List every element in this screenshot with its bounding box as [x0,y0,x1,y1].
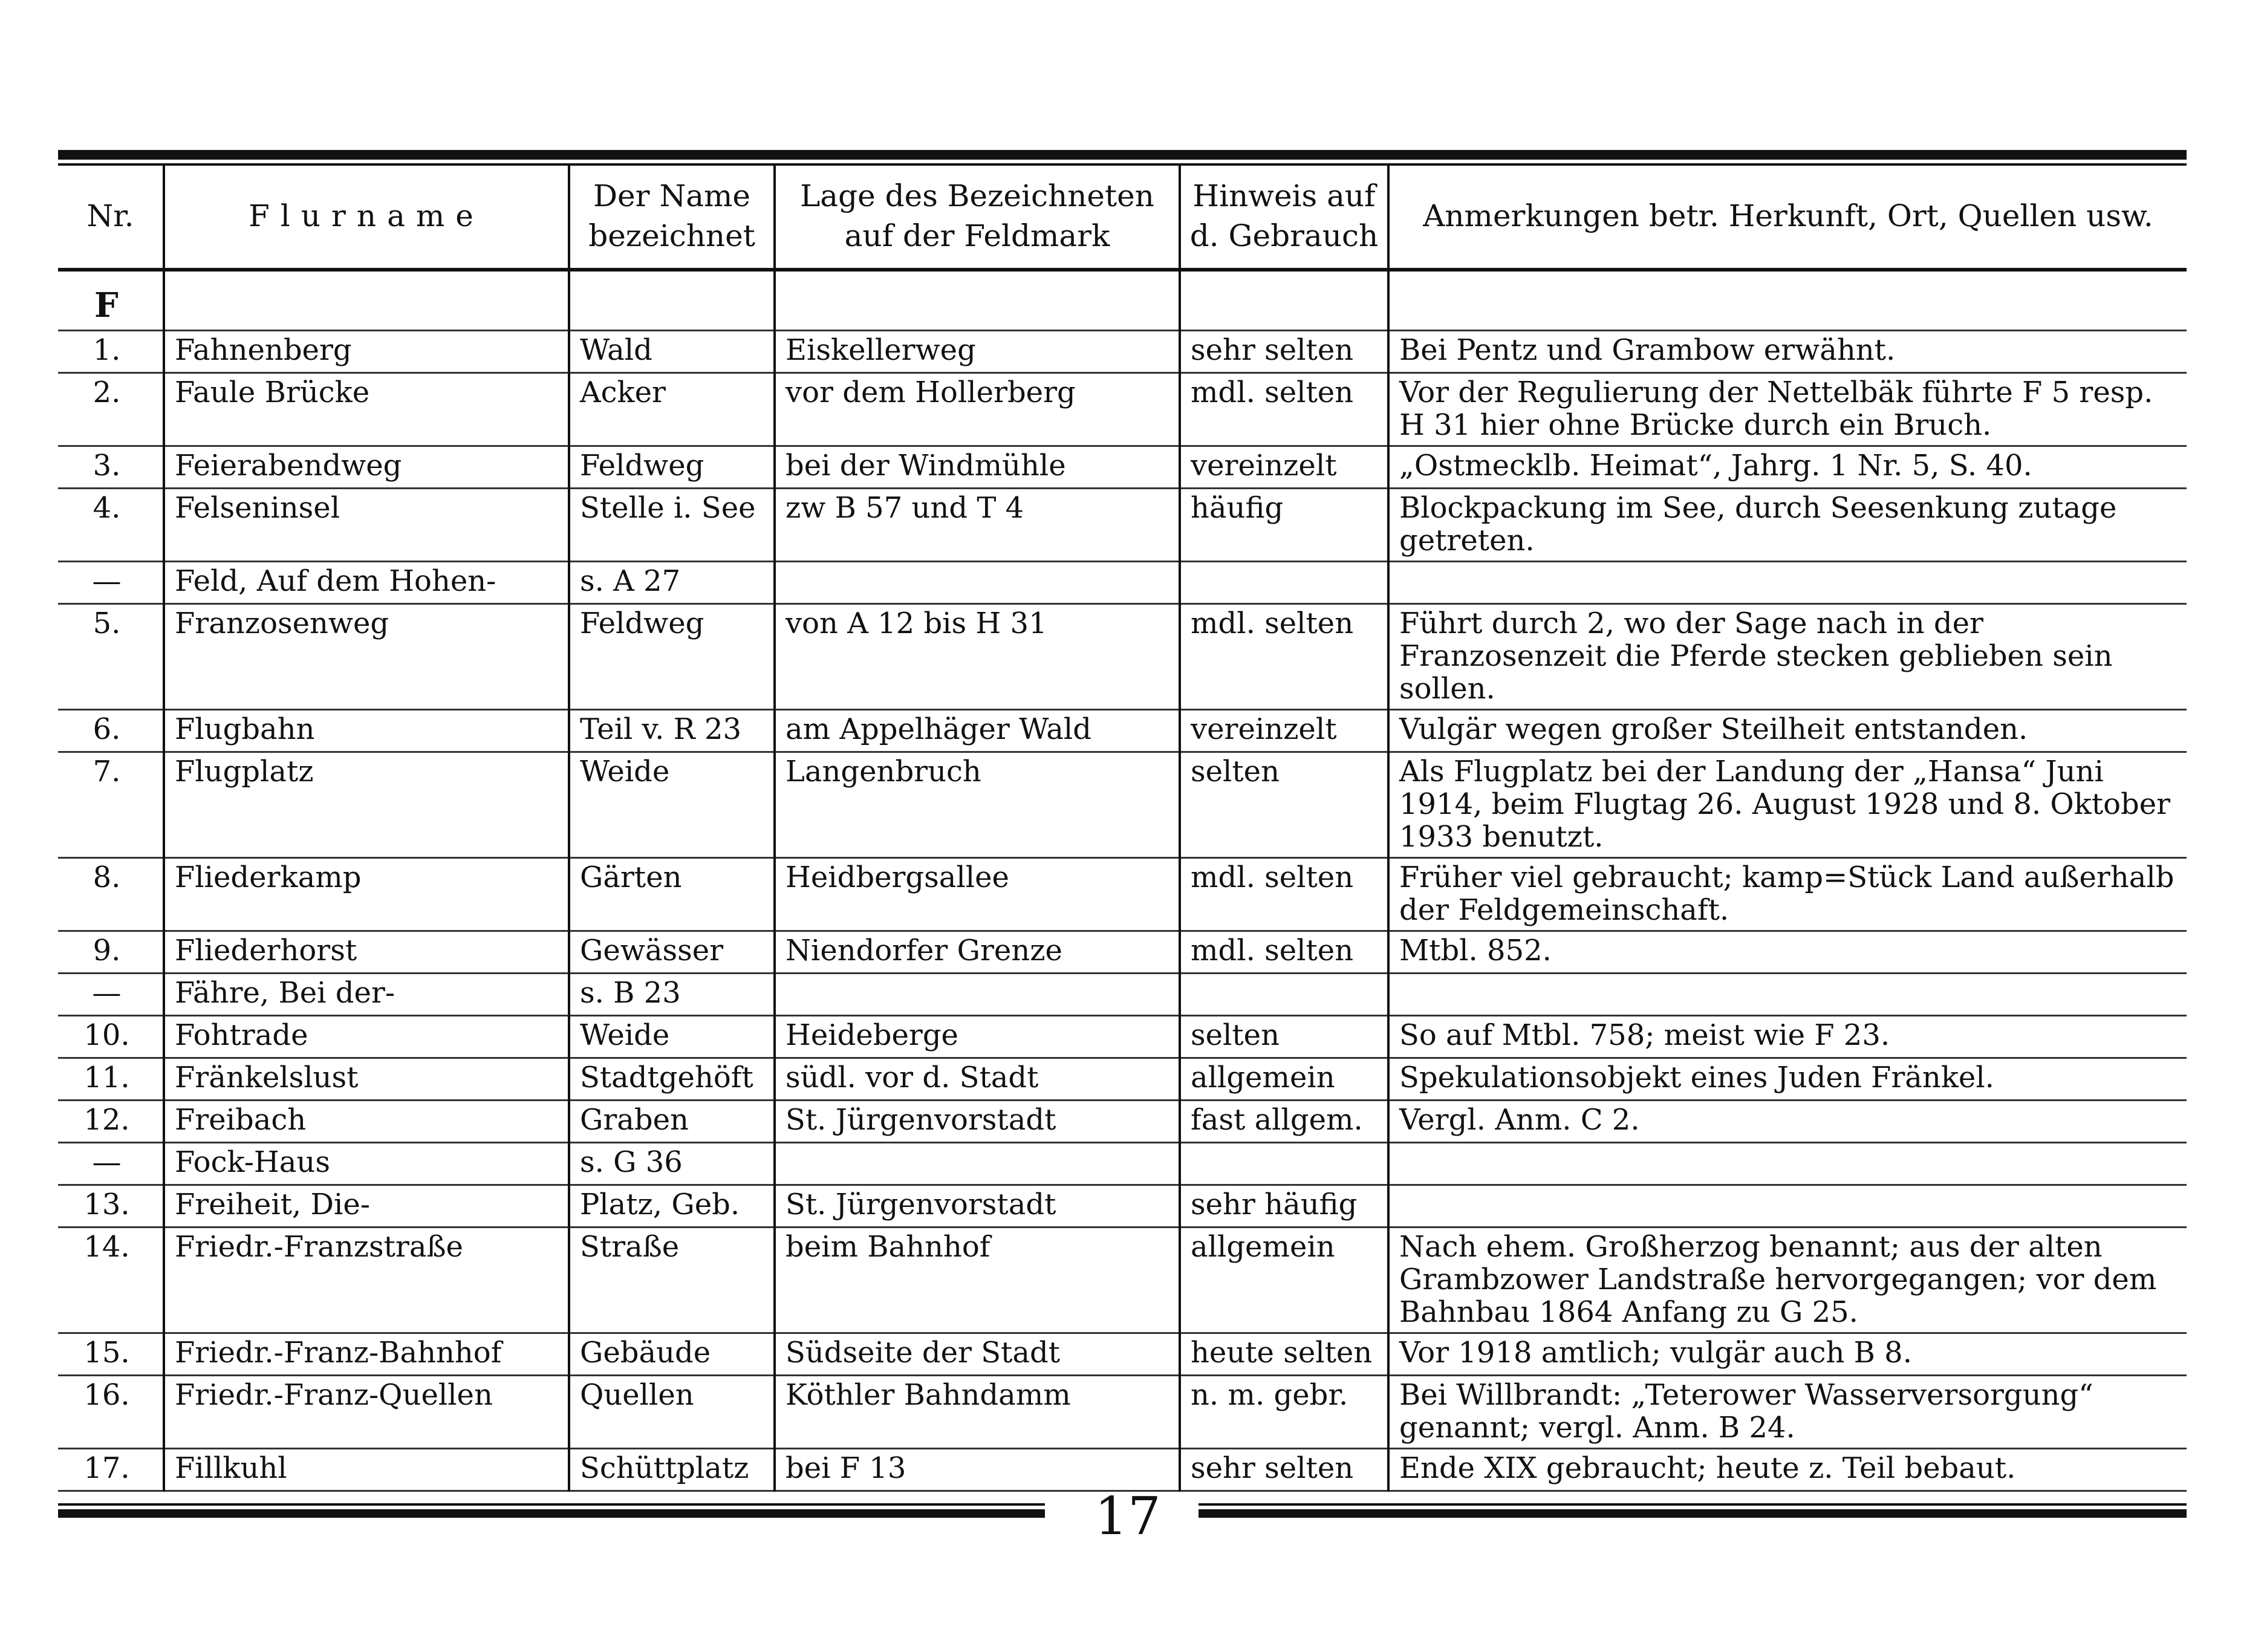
bottom-rule-left-thin [58,1503,1045,1506]
header-lage: Lage des Bezeichneten auf der Feldmark [775,163,1180,270]
cell-flurname: Faule Brücke [164,372,569,446]
cell-anmerkungen [1388,1185,2187,1227]
cell-gebrauch: sehr häufig [1180,1185,1388,1227]
cell-flurname: Friedr.-Franzstraße [164,1227,569,1333]
cell-nr: 16. [58,1375,164,1448]
top-rule-thick [58,150,2187,160]
cell-anmerkungen: Vor der Regulierung der Nettelbäk führte F 5 resp. H 31 hier ohne Brücke durch ein Bruch. [1388,372,2187,446]
cell-lage: Niendorfer Grenze [775,931,1180,973]
table-row [58,857,2187,931]
cell-gebrauch: allgemein [1180,1058,1388,1100]
cell-bezeichnet: s. A 27 [569,561,775,603]
cell-flurname: Feld, Auf dem Hohen- [164,561,569,603]
cell-anmerkungen [1388,973,2187,1015]
cell-flurname: Fillkuhl [164,1448,569,1491]
cell-flurname: Fränkelslust [164,1058,569,1100]
cell-nr: 17. [58,1448,164,1491]
cell-nr: 13. [58,1185,164,1227]
cell-anmerkungen: Vulgär wegen großer Steilheit entstanden. [1388,709,2187,752]
table-row [58,488,2187,561]
cell-bezeichnet: Gewässer [569,931,775,973]
table-row [58,1227,2187,1333]
cell-lage: zw B 57 und T 4 [775,488,1180,561]
section-row [58,287,2187,330]
cell-lage: südl. vor d. Stadt [775,1058,1180,1100]
cell-nr: 14. [58,1227,164,1333]
cell-flurname: Fähre, Bei der- [164,973,569,1015]
cell-gebrauch: selten [1180,752,1388,857]
cell-gebrauch: selten [1180,1015,1388,1058]
cell-bezeichnet: Acker [569,372,775,446]
cell-lage: Langenbruch [775,752,1180,857]
cell-gebrauch: mdl. selten [1180,603,1388,709]
cell-nr: 12. [58,1100,164,1142]
cell-lage: St. Jürgenvorstadt [775,1100,1180,1142]
cell-lage: bei F 13 [775,1448,1180,1491]
table-row [58,931,2187,973]
cell-nr: 10. [58,1015,164,1058]
cell-lage: Heidbergsallee [775,857,1180,931]
cell-lage: am Appelhäger Wald [775,709,1180,752]
cell-anmerkungen: Blockpackung im See, durch Seesenkung zutage getreten. [1388,488,2187,561]
bottom-rule-left-thick [58,1509,1045,1518]
table-row [58,1100,2187,1142]
cell-anmerkungen: Vergl. Anm. C 2. [1388,1100,2187,1142]
cell-nr: 2. [58,372,164,446]
cell-flurname: Fock-Haus [164,1142,569,1185]
cell-lage: Heideberge [775,1015,1180,1058]
cell-anmerkungen [1388,1142,2187,1185]
cell-lage: St. Jürgenvorstadt [775,1185,1180,1227]
spacer-row [58,270,2187,287]
cell-bezeichnet: Feldweg [569,446,775,488]
cell-lage: Südseite der Stadt [775,1333,1180,1375]
cell-flurname: Freiheit, Die- [164,1185,569,1227]
cell-nr: 7. [58,752,164,857]
cell-lage: beim Bahnhof [775,1227,1180,1333]
cell-anmerkungen: „Ostmecklb. Heimat“, Jahrg. 1 Nr. 5, S. 40. [1388,446,2187,488]
cell-anmerkungen: Nach ehem. Großherzog benannt; aus der alten Grambzower Landstraße hervorgegangen; vor dem Bahnbau 1864 Anfang zu G 25. [1388,1227,2187,1333]
cell-bezeichnet: Graben [569,1100,775,1142]
cell-gebrauch: sehr selten [1180,330,1388,372]
cell-bezeichnet: Weide [569,1015,775,1058]
cell-nr: 5. [58,603,164,709]
cell-anmerkungen [1388,561,2187,603]
cell-anmerkungen: Früher viel gebraucht; kamp=Stück Land außerhalb der Feldgemeinschaft. [1388,857,2187,931]
cell-bezeichnet: Feldweg [569,603,775,709]
table-row [58,1015,2187,1058]
header-bezeichnet: Der Name bezeichnet [569,163,775,270]
cell-gebrauch: allgemein [1180,1227,1388,1333]
table-row [58,973,2187,1015]
cell-bezeichnet: s. G 36 [569,1142,775,1185]
cell-anmerkungen: Mtbl. 852. [1388,931,2187,973]
cell-bezeichnet: Weide [569,752,775,857]
cell-bezeichnet: s. B 23 [569,973,775,1015]
header-nr: Nr. [86,198,134,233]
cell-gebrauch: sehr selten [1180,1448,1388,1491]
cell-bezeichnet: Schüttplatz [569,1448,775,1491]
cell-gebrauch [1180,1142,1388,1185]
cell-flurname: Fliederkamp [164,857,569,931]
table-row [58,752,2187,857]
header-row [58,163,2187,270]
cell-flurname: Flugplatz [164,752,569,857]
table-row [58,446,2187,488]
table-row [58,709,2187,752]
cell-flurname: Fliederhorst [164,931,569,973]
table-row [58,1058,2187,1100]
cell-gebrauch: n. m. gebr. [1180,1375,1388,1448]
table-row [58,561,2187,603]
cell-anmerkungen: Als Flugplatz bei der Landung der „Hansa“ Juni 1914, beim Flugtag 26. August 1928 und 8. Oktober 1933 benutzt. [1388,752,2187,857]
cell-nr: 6. [58,709,164,752]
bottom-rule-right-thin [1199,1503,2187,1506]
cell-lage: bei der Windmühle [775,446,1180,488]
cell-gebrauch: häufig [1180,488,1388,561]
table-row [58,1448,2187,1491]
cell-gebrauch: heute selten [1180,1333,1388,1375]
cell-gebrauch: vereinzelt [1180,709,1388,752]
table-row [58,603,2187,709]
cell-nr: 3. [58,446,164,488]
cell-gebrauch: mdl. selten [1180,857,1388,931]
table-row [58,1375,2187,1448]
cell-lage [775,1142,1180,1185]
cell-nr: 8. [58,857,164,931]
cell-nr: 9. [58,931,164,973]
header-anmerkungen: Anmerkungen betr. Herkunft, Ort, Quellen usw. [1388,163,2187,270]
cell-nr: 4. [58,488,164,561]
header-flurname: Flurname [164,163,569,270]
cell-anmerkungen: Ende XIX gebraucht; heute z. Teil bebaut. [1388,1448,2187,1491]
cell-gebrauch [1180,561,1388,603]
bottom-rule-right-thick [1199,1509,2187,1518]
cell-nr: 15. [58,1333,164,1375]
cell-flurname: Fohtrade [164,1015,569,1058]
header-gebrauch: Hinweis auf d. Gebrauch [1180,163,1388,270]
cell-bezeichnet: Wald [569,330,775,372]
field-names-table-wrap [58,163,2187,1492]
cell-flurname: Felseninsel [164,488,569,561]
cell-bezeichnet: Platz, Geb. [569,1185,775,1227]
page-number: 17 [1094,1486,1161,1547]
cell-anmerkungen: Bei Pentz und Grambow erwähnt. [1388,330,2187,372]
cell-bezeichnet: Teil v. R 23 [569,709,775,752]
cell-nr: 11. [58,1058,164,1100]
cell-bezeichnet: Stelle i. See [569,488,775,561]
table-row [58,372,2187,446]
table-row [58,1333,2187,1375]
cell-flurname: Freibach [164,1100,569,1142]
cell-anmerkungen: Spekulationsobjekt eines Juden Fränkel. [1388,1058,2187,1100]
cell-flurname: Friedr.-Franz-Quellen [164,1375,569,1448]
cell-lage [775,973,1180,1015]
cell-nr: — [58,561,164,603]
cell-gebrauch: mdl. selten [1180,931,1388,973]
table-row [58,330,2187,372]
cell-lage: Köthler Bahndamm [775,1375,1180,1448]
cell-flurname: Feierabendweg [164,446,569,488]
cell-lage: von A 12 bis H 31 [775,603,1180,709]
table-row [58,1142,2187,1185]
cell-gebrauch: mdl. selten [1180,372,1388,446]
cell-bezeichnet: Straße [569,1227,775,1333]
cell-bezeichnet: Gebäude [569,1333,775,1375]
cell-anmerkungen: Vor 1918 amtlich; vulgär auch B 8. [1388,1333,2187,1375]
cell-gebrauch [1180,973,1388,1015]
cell-lage: vor dem Hollerberg [775,372,1180,446]
cell-lage [775,561,1180,603]
cell-gebrauch: fast allgem. [1180,1100,1388,1142]
cell-anmerkungen: So auf Mtbl. 758; meist wie F 23. [1388,1015,2187,1058]
cell-bezeichnet: Gärten [569,857,775,931]
cell-nr: — [58,1142,164,1185]
cell-flurname: Franzosenweg [164,603,569,709]
cell-anmerkungen: Führt durch 2, wo der Sage nach in der Franzosenzeit die Pferde stecken geblieben sein sollen. [1388,603,2187,709]
table-row [58,1185,2187,1227]
cell-bezeichnet: Quellen [569,1375,775,1448]
cell-anmerkungen: Bei Willbrandt: „Teterower Wasserversorgung“ genannt; vergl. Anm. B 24. [1388,1375,2187,1448]
cell-nr: — [58,973,164,1015]
cell-flurname: Flugbahn [164,709,569,752]
cell-gebrauch: vereinzelt [1180,446,1388,488]
cell-bezeichnet: Stadtgehöft [569,1058,775,1100]
cell-flurname: Friedr.-Franz-Bahnhof [164,1333,569,1375]
cell-nr: 1. [58,330,164,372]
field-names-table [58,163,2187,1492]
cell-flurname: Fahnenberg [164,330,569,372]
cell-lage: Eiskellerweg [775,330,1180,372]
table-body [58,270,2187,1491]
section-letter: F [58,287,164,330]
